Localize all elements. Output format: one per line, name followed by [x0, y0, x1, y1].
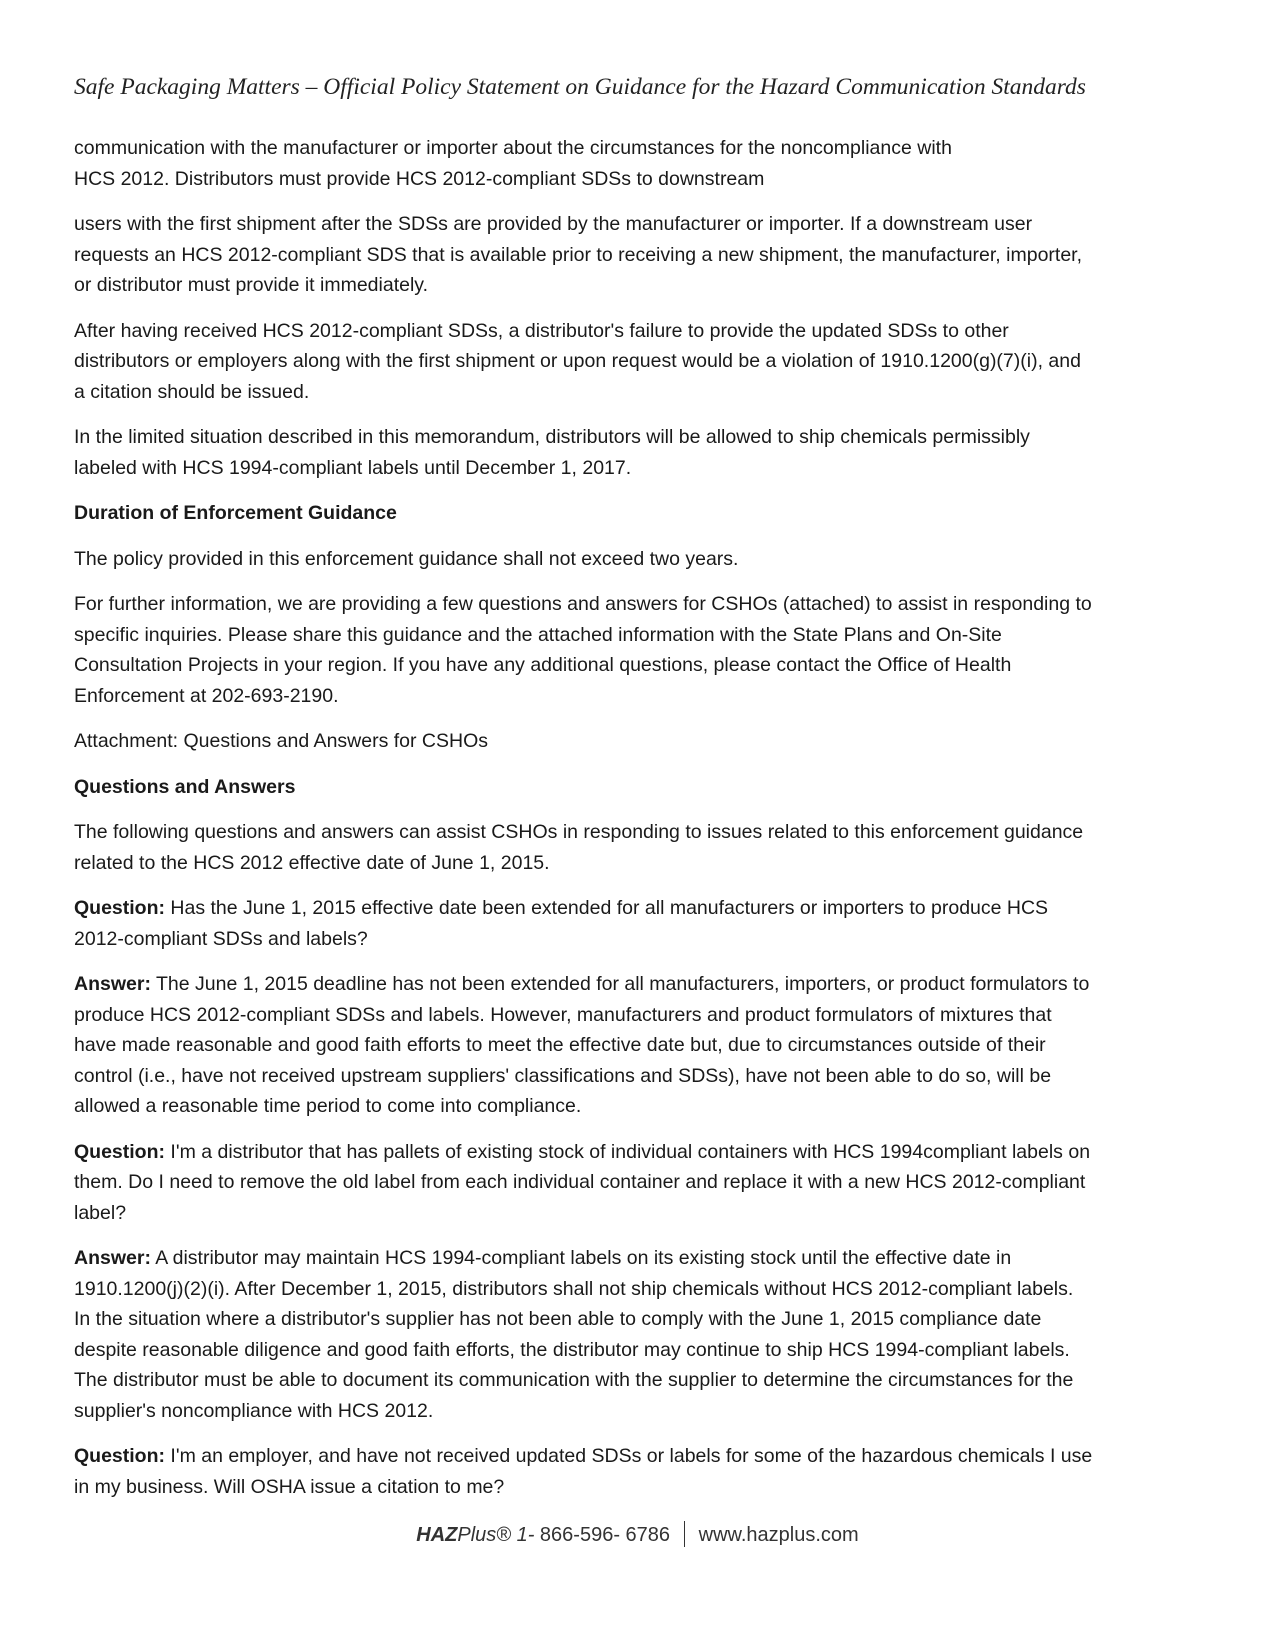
- paragraph-continuation-line2: HCS 2012. Distributors must provide HCS 2012-compliant SDSs to downstream: [74, 167, 765, 190]
- paragraph-continuation: [74, 133, 1094, 194]
- answer-label: Answer:: [74, 973, 151, 995]
- question-2-text: I'm a distributor that has pallets of existing stock of individual containers with HCS 1994compliant labels on them. Do I need to remove the old label from each individual container and replace it with a new HCS 2012-compliant label?: [74, 1140, 1091, 1224]
- page-header-title: Safe Packaging Matters – Official Policy Statement on Guidance for the Hazard Communication Standards: [74, 74, 1086, 100]
- question-1: [74, 893, 1094, 954]
- question-1-text: Has the June 1, 2015 effective date been extended for all manufacturers or importers to produce HCS 2012-compliant SDSs and labels?: [74, 897, 1049, 950]
- heading-duration: Duration of Enforcement Guidance: [74, 502, 397, 524]
- question-label: Question:: [74, 1445, 165, 1467]
- answer-2: [74, 1243, 1094, 1426]
- paragraph-limited-situation: In the limited situation described in this memorandum, distributors will be allowed to ship chemicals permissibly labeled with HCS 1994-compliant labels until December 1, 2017.: [74, 426, 1030, 479]
- question-3-text: I'm an employer, and have not received updated SDSs or labels for some of the hazardous chemicals I use in my business. Will OSHA issue a citation to me?: [74, 1445, 1093, 1498]
- answer-1-text: The June 1, 2015 deadline has not been extended for all manufacturers, importers, or product formulators to produce HCS 2012-compliant SDSs and labels. However, manufacturers and product formulators of mixtures that have made reasonable and good faith efforts to meet the effective date but, due to circumstances outside of their control (i.e., have not received upstream suppliers' classifications and SDSs), have not been able to do so, will be allowed a reasonable time period to come into compliance.: [74, 973, 1090, 1117]
- answer-2-text: A distributor may maintain HCS 1994-compliant labels on its existing stock until the effective date in 1910.1200(j)(2)(i). After December 1, 2015, distributors shall not ship chemicals without HCS 2012-compliant labels. In the situation where a distributor's supplier has not been able to comply with the June 1, 2015 compliance date despite reasonable diligence and good faith efforts, the distributor may continue to ship HCS 1994-compliant labels. The distributor must be able to document its communication with the supplier to determine the circumstances for the supplier's noncompliance with HCS 2012.: [74, 1247, 1074, 1422]
- paragraph-policy-duration: The policy provided in this enforcement guidance shall not exceed two years.: [74, 547, 739, 570]
- question-label: Question:: [74, 1140, 165, 1163]
- footer-brand-suffix: Plus® 1-: [457, 1524, 535, 1546]
- answer-label: Answer:: [74, 1247, 151, 1269]
- heading-questions-answers: Questions and Answers: [74, 775, 296, 798]
- paragraph-further-information: For further information, we are providing a few questions and answers for CSHOs (attached) to assist in responding to specific inquiries. Please share this guidance and the attached information with the State Plans and On-Site Consultation Projects in your region. If you have any additional questions, please contact the Office of Health Enforcement at 202-693-2190.: [74, 593, 1092, 707]
- footer-website[interactable]: www.hazplus.com: [693, 1524, 859, 1546]
- footer-phone: 866-596- 6786: [534, 1524, 676, 1546]
- question-2: [74, 1137, 1094, 1229]
- footer-brand: HAZ: [416, 1524, 458, 1546]
- page-footer: [0, 1521, 1275, 1547]
- question-label: Question:: [74, 897, 165, 919]
- answer-1: [74, 969, 1094, 1122]
- paragraph-downstream-users: users with the first shipment after the SDSs are provided by the manufacturer or importer. If a downstream user requests an HCS 2012-compliant SDS that is available prior to receiving a new shipment, the manufacturer, importer, or distributor must provide it immediately.: [74, 213, 1083, 296]
- footer-divider: [684, 1521, 686, 1547]
- question-3: [74, 1441, 1094, 1502]
- paragraph-continuation-line1: communication with the manufacturer or importer about the circumstances for the noncompliance with: [74, 137, 952, 159]
- paragraph-attachment: Attachment: Questions and Answers for CSHOs: [74, 730, 489, 752]
- document-body: [74, 133, 1094, 1517]
- paragraph-qa-intro: The following questions and answers can assist CSHOs in responding to issues related to this enforcement guidance related to the HCS 2012 effective date of June 1, 2015.: [74, 821, 1084, 874]
- paragraph-distributor-failure: After having received HCS 2012-compliant SDSs, a distributor's failure to provide the updated SDSs to other distributors or employers along with the first shipment or upon request would be a violation of 1910.1200(g)(7)(i), and a citation should be issued.: [74, 319, 1081, 403]
